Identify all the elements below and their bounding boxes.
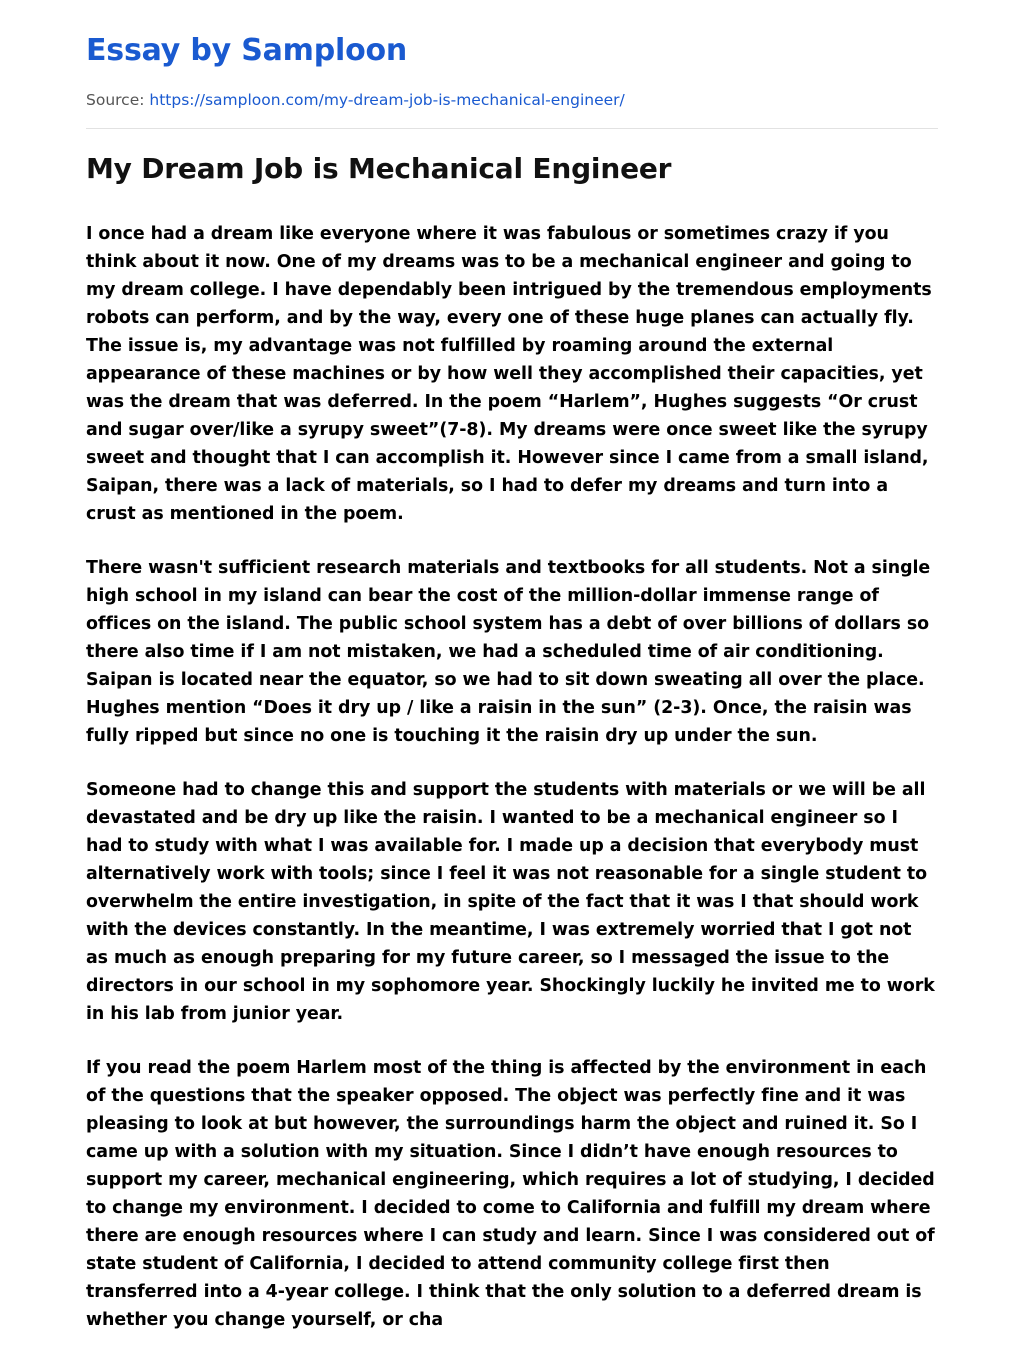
essay-paragraph: Someone had to change this and support the students with materials or we will be all devastated and be dry up like the raisin. I wanted to be a mechanical engineer so I had to study with what I was available for. I made up a decision that everybody must alternatively work with tools; since I feel it was not reasonable for a single student to overwhelm the entire investigation, in spite of the fact that it was I that should work with the devices constantly. In the meantime, I was extremely worried that I got not as much as enough preparing for my future career, so I messaged the issue to the directors in our school in my sophomore year. Shockingly luckily he invited me to work in his lab from junior year. [86,779,935,1024]
essay-paragraph: There wasn't sufficient research materials and textbooks for all students. Not a single high school in my island can bear the cost of the million-dollar immense range of offices on the island. The public school system has a debt of over billions of dollars so there also time if I am not mistaken, we had a scheduled time of air conditioning. Saipan is located near the equator, so we had to sit down sweating all over the place. Hughes mention “Does it dry up / like a raisin in the sun” (2-3). Once, the raisin was fully ripped but since no one is touching it the raisin dry up under the sun. [86,557,931,746]
source-url-link[interactable]: https://samploon.com/my-dream-job-is-mechanical-engineer/ [149,90,625,109]
essay-body [86,220,938,1334]
page-title: My Dream Job is Mechanical Engineer [86,151,672,185]
source-label: Source: [86,90,145,109]
essay-paragraph: I once had a dream like everyone where it was fabulous or sometimes crazy if you think about it now. One of my dreams was to be a mechanical engineer and going to my dream college. I have dependably been intrigued by the tremendous employments robots can perform, and by the way, every one of these huge planes can actually fly. The issue is, my advantage was not fulfilled by roaming around the external appearance of these machines or by how well they accomplished their capacities, yet was the dream that was deferred. In the poem “Harlem”, Hughes suggests “Or crust and sugar over/like a syrupy sweet”(7-8). My dreams were once sweet like the syrupy sweet and thought that I can accomplish it. However since I came from a small island, Saipan, there was a lack of materials, so I had to defer my dreams and turn into a crust as mentioned in the poem. [86,223,932,524]
header-divider [86,128,938,129]
essay-paragraph: If you read the poem Harlem most of the thing is affected by the environment in each of the questions that the speaker opposed. The object was perfectly fine and it was pleasing to look at but however, the surroundings harm the object and ruined it. So I came up with a solution with my situation. Since I didn’t have enough resources to support my career, mechanical engineering, which requires a lot of studying, I decided to change my environment. I decided to come to California and fulfill my dream where there are enough resources where I can study and learn. Since I was considered out of state student of California, I decided to attend community college first then transferred into a 4-year college. I think that the only solution to a deferred dream is whether you change yourself, or cha [86,1057,935,1330]
site-brand-title: Essay by Samploon [86,33,408,68]
source-line [86,90,938,110]
